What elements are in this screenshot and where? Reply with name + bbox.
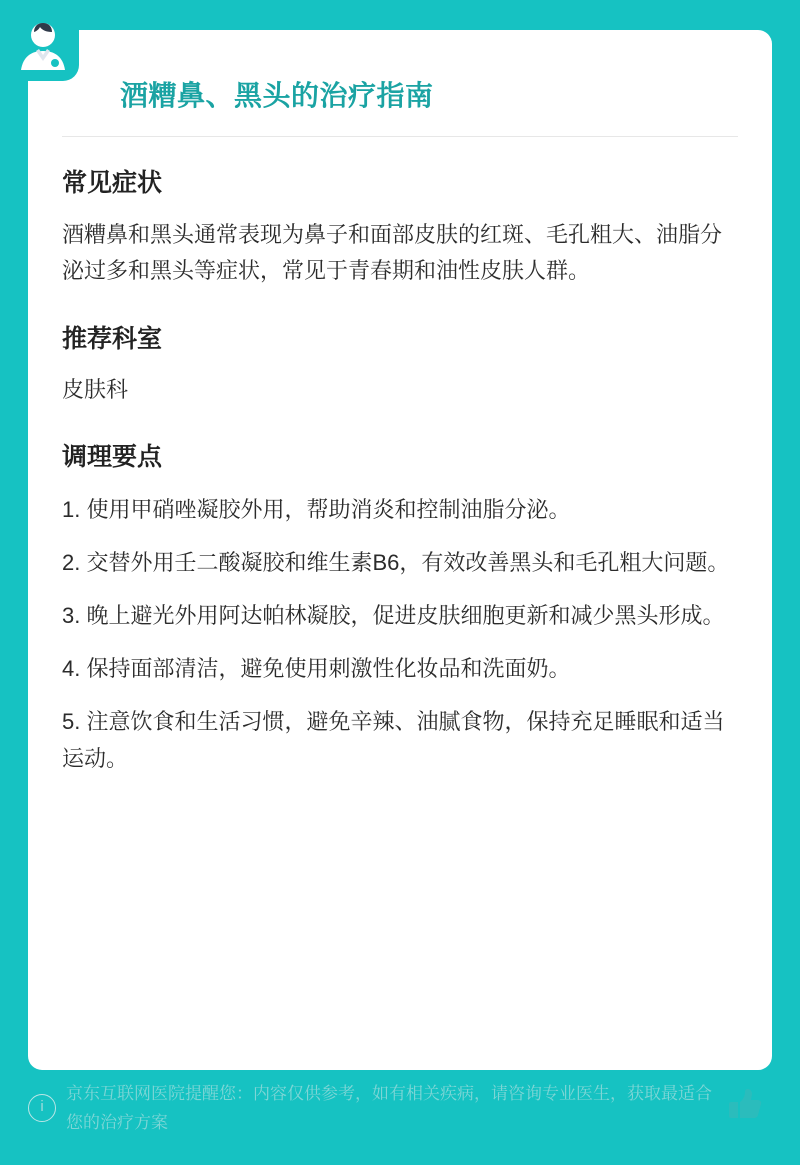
section-heading-care-points: 调理要点 bbox=[62, 443, 163, 471]
footer-disclaimer bbox=[28, 1065, 772, 1151]
list-item: 1. 使用甲硝唑凝胶外用，帮助消炎和控制油脂分泌。 bbox=[62, 497, 571, 522]
list-item: 2. 交替外用壬二酸凝胶和维生素B6，有效改善黑头和毛孔粗大问题。 bbox=[62, 550, 730, 575]
section-heading-department: 推荐科室 bbox=[62, 325, 163, 353]
list-item: 4. 保持面部清洁，避免使用刺激性化妆品和洗面奶。 bbox=[62, 656, 571, 681]
info-icon: i bbox=[28, 1094, 56, 1122]
content-card bbox=[28, 30, 772, 1070]
section-heading-symptoms: 常见症状 bbox=[62, 169, 163, 197]
care-points-list bbox=[62, 491, 738, 777]
section-text-symptoms: 酒糟鼻和黑头通常表现为鼻子和面部皮肤的红斑、毛孔粗大、油脂分泌过多和黑头等症状，常见于青春期和油性皮肤人群。 bbox=[62, 222, 723, 283]
title-divider bbox=[62, 136, 738, 137]
list-item: 5. 注意饮食和生活习惯，避免辛辣、油腻食物，保持充足睡眠和适当运动。 bbox=[62, 709, 725, 771]
doctor-avatar-icon bbox=[6, 8, 80, 82]
list-item: 3. 晚上避光外用阿达帕林凝胶，促进皮肤细胞更新和减少黑头形成。 bbox=[62, 603, 725, 628]
page-title: 酒糟鼻、黑头的治疗指南 bbox=[120, 80, 434, 111]
footer-text: 京东互联网医院提醒您：内容仅供参考，如有相关疾病，请咨询专业医生，获取最适合您的治疗方案 bbox=[66, 1084, 712, 1132]
section-text-department: 皮肤科 bbox=[62, 377, 129, 402]
thumbs-up-icon[interactable] bbox=[718, 1084, 772, 1133]
